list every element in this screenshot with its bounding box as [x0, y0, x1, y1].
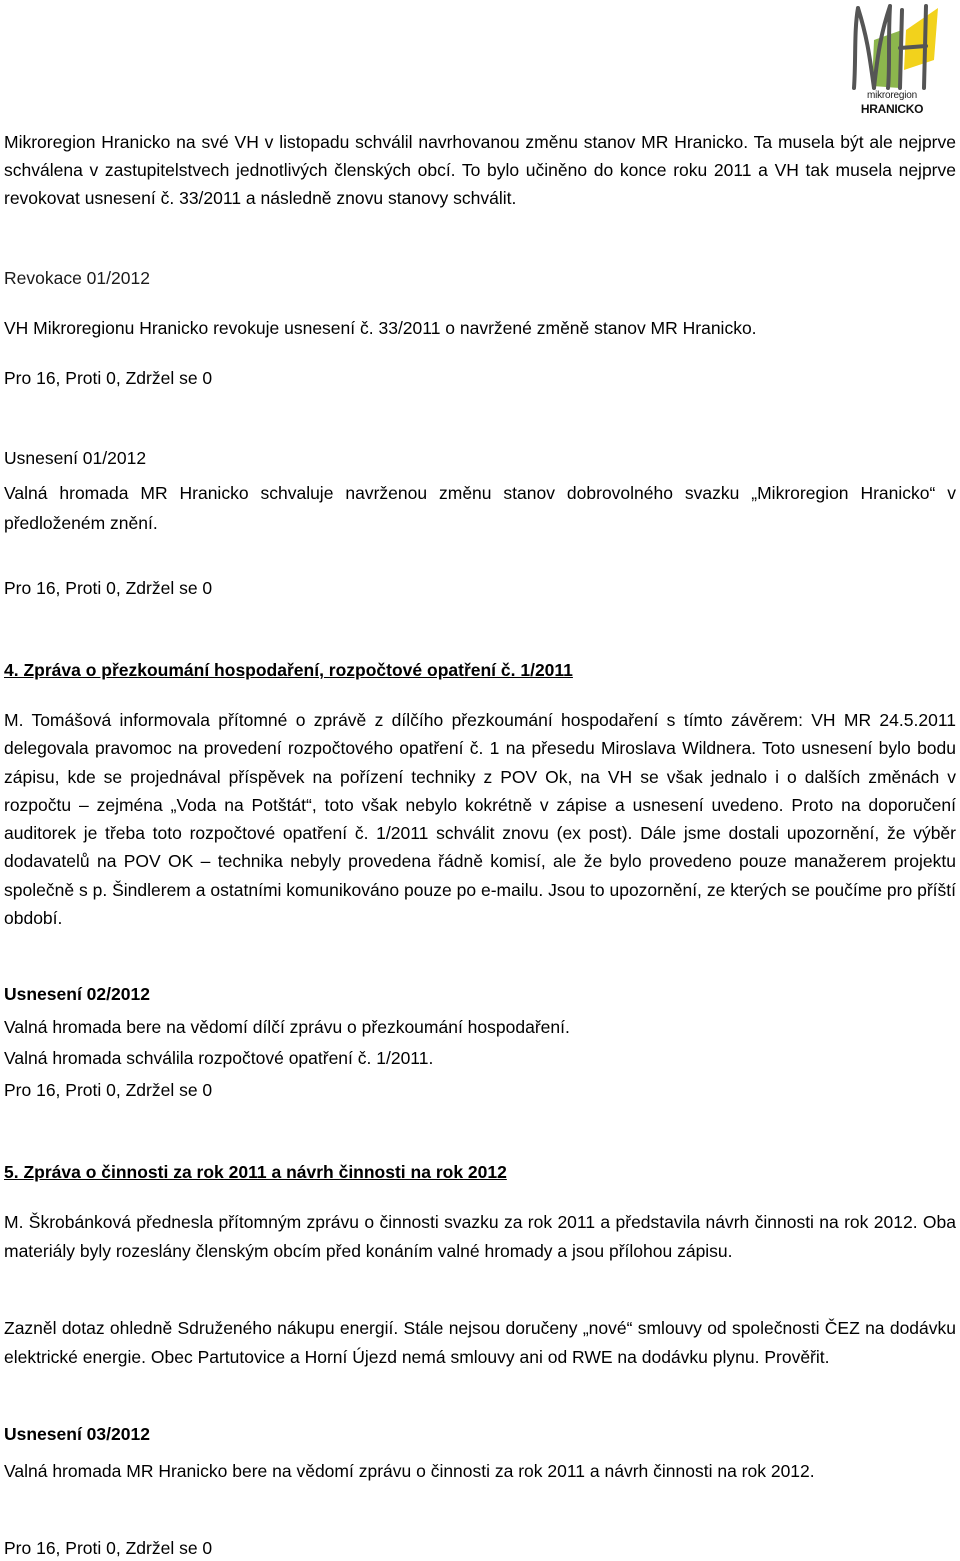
usneseni02-line1: Valná hromada bere na vědomí dílčí zprávu o přezkoumání hospodaření. — [4, 1017, 570, 1037]
usneseni02-title: Usnesení 02/2012 — [4, 984, 150, 1004]
usneseni03-text: Valná hromada MR Hranicko bere na vědomí zprávu o činnosti za rok 2011 a návrh činnosti na rok 2012. — [4, 1461, 815, 1481]
section4-heading: 4. Zpráva o přezkoumání hospodaření, rozpočtové opatření č. 1/2011 — [4, 660, 573, 680]
logo-text-mikroregion: mikroregion — [866, 90, 918, 101]
logo-mark-icon — [844, 0, 940, 92]
section5-text1: M. Škrobánková přednesla přítomným zprávu o činnosti svazku za rok 2011 a představila návrh činnosti na rok 2012. Oba materiály byly rozeslány členským obcím před konáním valné hromady a jsou přílohou zápisu. — [4, 1212, 956, 1261]
usneseni01-title: Usnesení 01/2012 — [4, 448, 147, 468]
intro-paragraph: Mikroregion Hranicko na své VH v listopadu schválil navrhovanou změnu stanov MR Hranicko. Ta musela být ale nejprve schválena v zastupitelstvech jednotlivých členských obcí. To bylo učiněno do konce roku 2011 a VH tak musela nejprve revokovat usnesení č. 33/2011 a následně znovu stanovy schválit. — [4, 132, 956, 208]
logo-text-hranicko: HRANICKO — [860, 102, 924, 116]
revokace-title: Revokace 01/2012 — [4, 268, 150, 288]
section5-text2: Zazněl dotaz ohledně Sdruženého nákupu energií. Stále nejsou doručeny „nové“ smlouvy od společnosti ČEZ na dodávku elektrické energie. Obec Partutovice a Horní Újezd nemá smlouvy ani od RWE na dodávku plynu. Prověřit. — [4, 1318, 956, 1367]
usneseni01-text: Valná hromada MR Hranicko schvaluje navrženou změnu stanov dobrovolného svazku „Mikroregion Hranicko“ v předloženém znění. — [4, 483, 956, 533]
usneseni01-vote: Pro 16, Proti 0, Zdržel se 0 — [4, 578, 213, 598]
revokace-vote: Pro 16, Proti 0, Zdržel se 0 — [4, 368, 213, 388]
usneseni02-line2: Valná hromada schválila rozpočtové opatření č. 1/2011. — [4, 1048, 434, 1068]
section4-text: M. Tomášová informovala přítomné o zprávě z dílčího přezkoumání hospodaření s tímto závěrem: VH MR 24.5.2011 delegovala pravomoc na provedení rozpočtového opatření č. 1 na přesedu Miroslava Wildnera. Toto usnesení bylo bodu zápisu, kde se projednával příspěvek na pořízení techniky z POV Ok, na VH se však jednalo i o dalších změnách v rozpočtu – zejména „Voda na Potštát“, toto však nebylo kokrétně v zápise a usnesení uvedeno. Proto na doporučení auditorek je třeba toto rozpočtové opatření č. 1/2011 schválit znovu (ex post). Dále jsme dostali upozornění, že výběr dodavatelů na POV OK – technika nebyly provedena řádně komisí, ale že bylo provedeno pouze manažerem projektu společně s p. Šindlerem a ostatními komunikováno pouze po e-mailu. Jsou to upozornění, ze kterých se poučíme pro příští období. — [4, 710, 956, 929]
usneseni03-vote: Pro 16, Proti 0, Zdržel se 0 — [4, 1538, 213, 1558]
revokace-text: VH Mikroregionu Hranicko revokuje usnesení č. 33/2011 o navržené změně stanov MR Hranicko. — [4, 318, 757, 338]
section5-heading: 5. Zpráva o činnosti za rok 2011 a návrh činnosti na rok 2012 — [4, 1162, 507, 1182]
usneseni03-title: Usnesení 03/2012 — [4, 1424, 150, 1444]
mikroregion-hranicko-logo — [844, 0, 940, 118]
usneseni02-vote: Pro 16, Proti 0, Zdržel se 0 — [4, 1080, 213, 1100]
